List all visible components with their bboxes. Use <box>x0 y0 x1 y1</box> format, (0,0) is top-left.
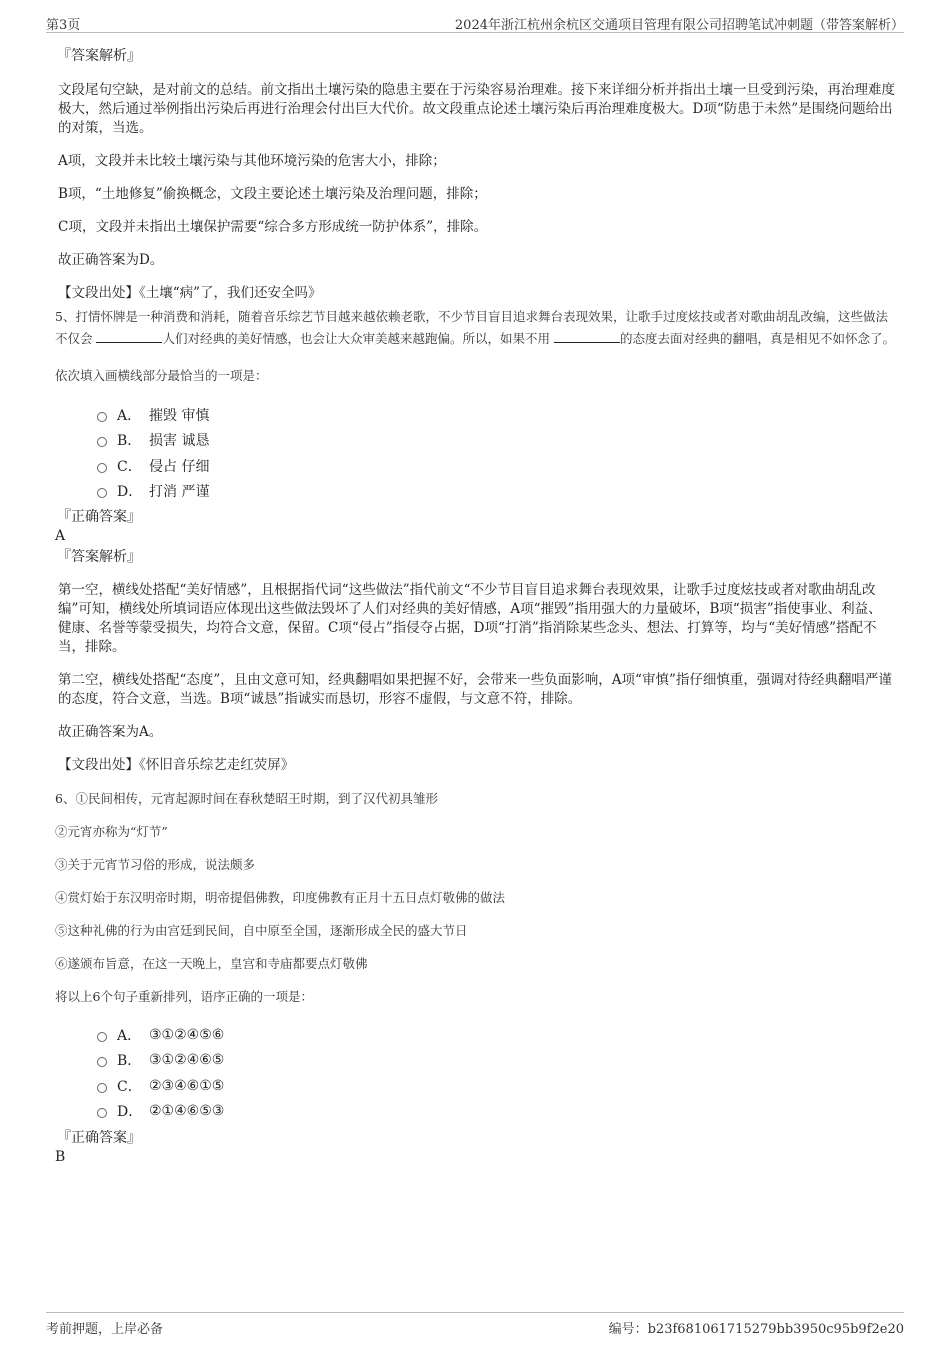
analysis-paragraph: 第二空，横线处搭配“态度”，且由文意可知，经典翻唱如果把握不好，会带来一些负面影响，A项“审慎”指仔细慎重，强调对待经典翻唱严谨的态度，符合文意，当选。B项“诚恳”指诚实而恳切，形容不虚假，与文意不符，排除。 <box>58 672 892 707</box>
option-a[interactable]: A． ③①②④⑤⑥ <box>97 1022 895 1048</box>
radio-button[interactable] <box>97 488 107 498</box>
sentence-5: ⑤这种礼佛的行为由宫廷到民间，自中原至全国，逐渐形成全民的盛大节日 <box>55 923 468 938</box>
sentence-4: ④赏灯始于东汉明帝时期，明帝提倡佛教，印度佛教有正月十五日点灯敬佛的做法 <box>55 890 506 905</box>
analysis-paragraph: 文段尾句空缺，是对前文的总结。前文指出土壤污染的隐患主要在于污染容易治理难。接下来详细分析并指出土壤一旦受到污染，再治理难度极大，然后通过举例指出污染后再进行治理会付出巨大代价。故文段重点论述土壤污染后再治理难度极大。D项“防患于未然”是围绕问题给出的对策，当选。 <box>58 82 895 136</box>
correct-answer-label: 『正确答案』 <box>57 1130 141 1146</box>
footer-slogan: 考前押题，上岸必备 <box>46 1322 164 1337</box>
analysis-paragraph: 第一空，横线处搭配“美好情感”，且根据指代词“这些做法”指代前文“不少节目盲目追求舞台表现效果，让歌手过度炫技或者对歌曲胡乱改编”可知，横线处所填词语应体现出这些做法毁坏了人们对经典的美好情感，A项“摧毁”指用强大的力量破坏，B项“损害”指使事业、利益、健康、名誉等蒙受损失，均符合文意，保留。C项“侵占”指侵夺占据，D项“打消”指消除某些念头、想法、打算等，均与“美好情感”搭配不当，排除。 <box>58 582 882 655</box>
document-code: 编号：b23f681061715279bb3950c95b9f2e20 <box>608 1322 904 1337</box>
option-b[interactable]: B． ③①②④⑥⑤ <box>97 1048 895 1074</box>
sentence-1: 6、①民间相传，元宵起源时间在春秋楚昭王时期，到了汉代初具雏形 <box>55 791 438 806</box>
sentence-2: ②元宵亦称为“灯节” <box>55 824 168 839</box>
option-d[interactable]: D． 打消 严谨 <box>97 479 895 505</box>
page-header <box>46 12 904 33</box>
page-footer <box>46 1312 904 1339</box>
option-c[interactable]: C． 侵占 仔细 <box>97 453 895 479</box>
fill-blank <box>96 330 162 343</box>
radio-button[interactable] <box>97 1083 107 1093</box>
radio-button[interactable] <box>97 412 107 422</box>
radio-button[interactable] <box>97 1108 107 1118</box>
document-body <box>55 44 895 1166</box>
source-citation: 【文段出处】《土壤“病”了，我们还安全吗》 <box>58 285 322 301</box>
sentence-6: ⑥遂颁布旨意，在这一天晚上，皇宫和寺庙都要点灯敬佛 <box>55 956 368 971</box>
document-title: 2024年浙江杭州余杭区交通项目管理有限公司招聘笔试冲刺题（带答案解析） <box>454 18 904 33</box>
question-stem: 5、打情怀牌是一种消费和消耗，随着音乐综艺节目越来越依赖老歌，不少节目盲目追求舞台表现效果，让歌手过度炫技或者对歌曲胡乱改编，这些做法不仅会 人们对经典的美好情感，也会让大众审美越来越跑偏。所以，如果不用 的态度去面对经典的翻唱，真是相见不如怀念了。 <box>55 309 895 346</box>
fill-blank <box>554 330 620 343</box>
question-prompt: 将以上6个句子重新排列，语序正确的一项是： <box>55 989 313 1004</box>
answer-conclusion: 故正确答案为A。 <box>58 724 163 740</box>
option-b[interactable]: B． 损害 诚恳 <box>97 428 895 454</box>
radio-button[interactable] <box>97 437 107 447</box>
source-citation: 【文段出处】《怀旧音乐综艺走红荧屏》 <box>58 757 295 773</box>
analysis-paragraph: C项，文段并未指出土壤保护需要“综合多方形成统一防护体系”，排除。 <box>58 219 488 235</box>
analysis-label: 『答案解析』 <box>57 48 141 64</box>
correct-answer: B <box>55 1149 66 1165</box>
radio-button[interactable] <box>97 1032 107 1042</box>
sentence-3: ③关于元宵节习俗的形成，说法颇多 <box>55 857 256 872</box>
option-d[interactable]: D． ②①④⑥⑤③ <box>97 1099 895 1125</box>
analysis-label: 『答案解析』 <box>57 549 141 565</box>
radio-button[interactable] <box>97 463 107 473</box>
option-list <box>97 1022 895 1124</box>
question-prompt: 依次填入画横线部分最恰当的一项是： <box>55 368 268 383</box>
option-c[interactable]: C． ②③④⑥①⑤ <box>97 1073 895 1099</box>
correct-answer-label: 『正确答案』 <box>57 509 141 525</box>
correct-answer: A <box>55 528 66 544</box>
option-a[interactable]: A． 摧毁 审慎 <box>97 402 895 428</box>
page-number: 第3页 <box>46 18 81 33</box>
answer-conclusion: 故正确答案为D。 <box>58 252 164 268</box>
radio-button[interactable] <box>97 1057 107 1067</box>
analysis-paragraph: B项，“土地修复”偷换概念，文段主要论述土壤污染及治理问题，排除； <box>58 186 487 202</box>
option-list <box>97 402 895 504</box>
analysis-paragraph: A项，文段并未比较土壤污染与其他环境污染的危害大小，排除； <box>58 153 446 169</box>
